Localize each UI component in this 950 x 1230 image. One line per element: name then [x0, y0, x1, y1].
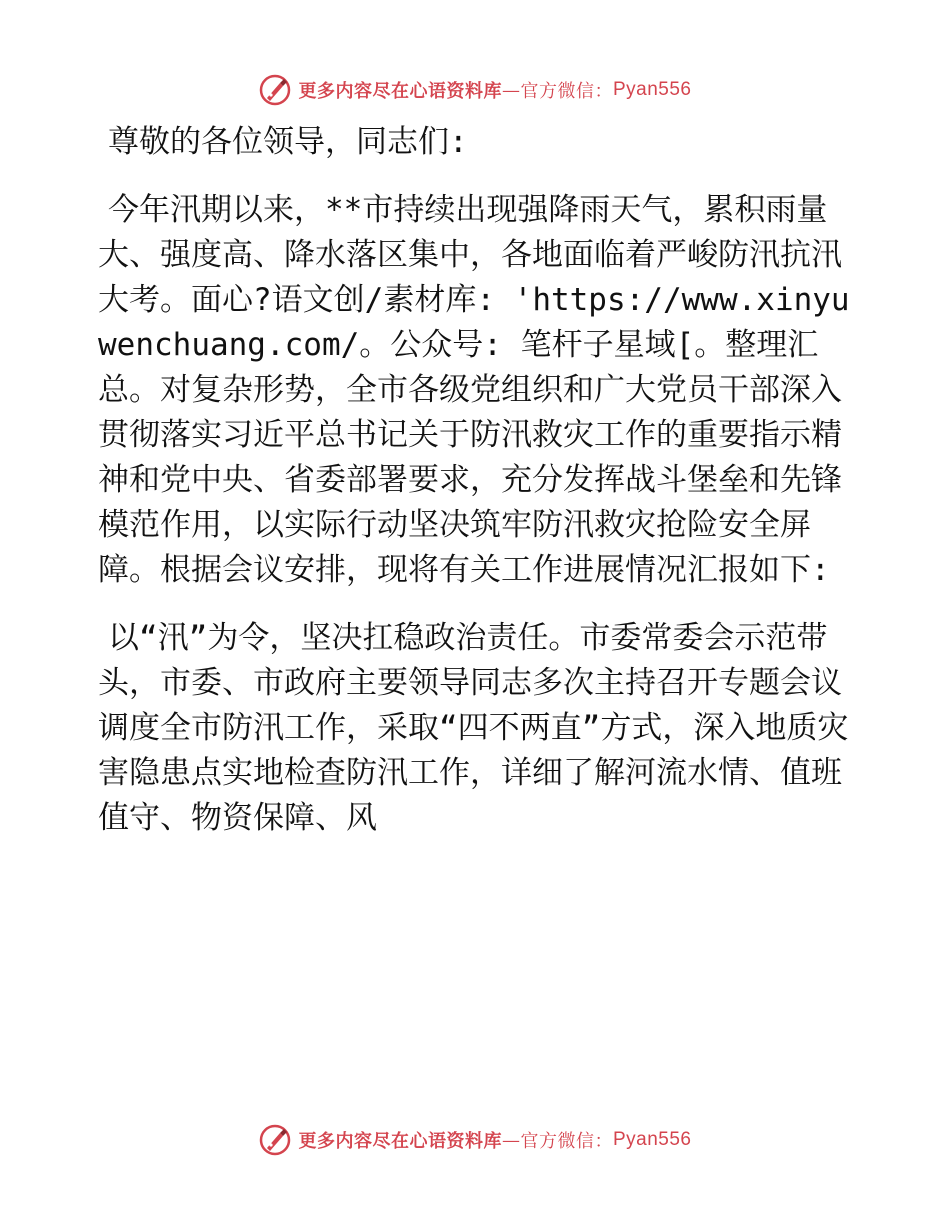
- banner-wechat-id: Pyan556: [612, 79, 692, 100]
- pen-circle-logo-icon: [258, 1123, 292, 1157]
- paragraph-intro-text: 今年汛期以来，**市持续出现强降雨天气，累积雨量大、强度高、降水落区集中，各地面临着严峻防汛抗汛大考。面心?语文创/素材库: 'https://www.xinyuwenchuang.com/。公众号: 笔杆子星域[。整理汇总。对复杂形势，全市各级党组织和广大党员干部深入贯彻落实习近平总书记关于防汛救灾工作的重要指示精神和党中央、省委部署要求，充分发挥战斗堡垒和先锋模范作用，以实际行动坚决筑牢防汛救灾抢险安全屏障。根据会议安排，现将有关工作进展情况汇报如下:: [98, 192, 850, 588]
- document-body: [98, 120, 858, 864]
- banner-site-name: 更多内容尽在心语资料库: [298, 81, 502, 102]
- pen-circle-logo-icon: [258, 73, 292, 107]
- banner-wechat-label: 官方微信：: [520, 81, 613, 102]
- banner-separator: —: [501, 79, 521, 101]
- banner-site-name: 更多内容尽在心语资料库: [298, 1131, 502, 1152]
- paragraph-political-responsibility: [98, 616, 858, 841]
- footer-banner: [0, 1120, 950, 1160]
- banner-wechat-label: 官方微信：: [520, 1131, 613, 1152]
- salutation: [98, 120, 858, 165]
- paragraph-intro: [98, 188, 858, 593]
- salutation-text: 尊敬的各位领导，同志们:: [108, 124, 468, 160]
- header-banner: [0, 70, 950, 110]
- banner-separator: —: [501, 1129, 521, 1151]
- banner-wechat-id: Pyan556: [612, 1129, 692, 1150]
- paragraph-political-responsibility-text: 以“汛”为令，坚决扛稳政治责任。市委常委会示范带头，市委、市政府主要领导同志多次主持召开专题会议调度全市防汛工作，采取“四不两直”方式，深入地质灾害隐患点实地检查防汛工作，详细了解河流水情、值班值守、物资保障、风: [98, 620, 849, 836]
